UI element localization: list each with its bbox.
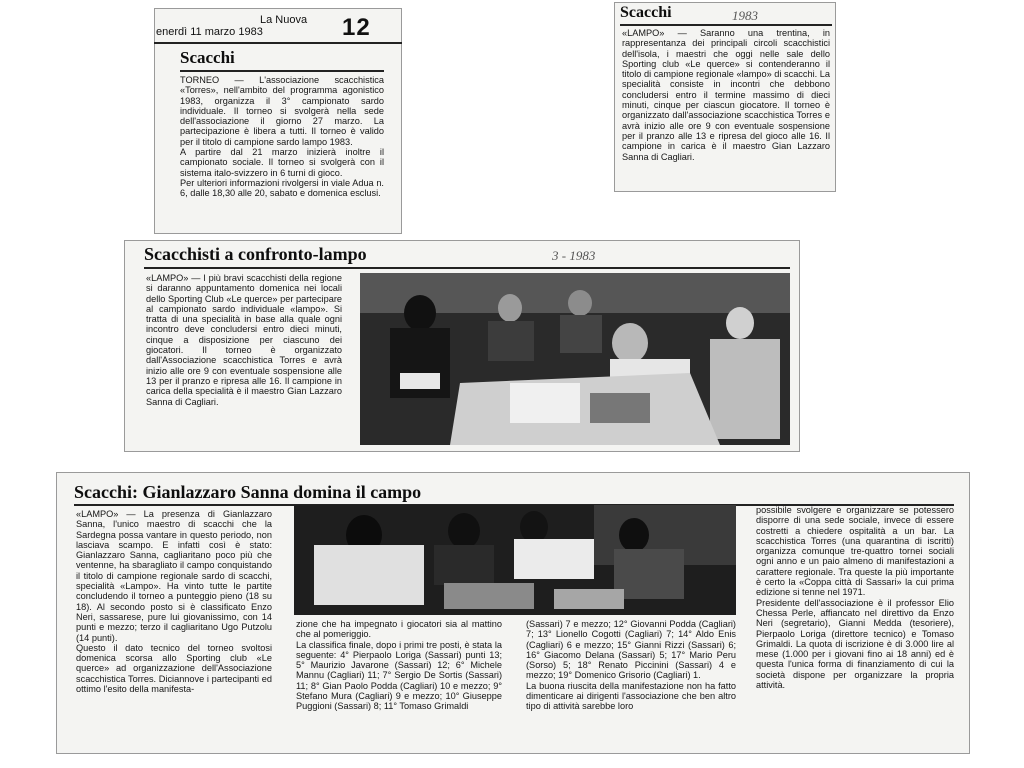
article-column-1: «LAMPO» — La presenza di Gianlazzaro Sanna, l'unico maestro di scacchi che la Sardegna possa vantare in questo periodo, non lasciava scampo. E infatti così è stato: Gianlazzaro Sanna, cagliaritano poco più che ventenne, ha sbaragliato il campo conquistando il titolo di campione regionale sardo di scacchi, specialità «Lampo». Ha vinto tutte le partite concludendo il torneo a punteggio pieno (18 su 18). Al secondo posto si è classificato Enzo Neri, sassarese, pure lui giovanissimo, con 14 punti e mezzo; terzo il cagliaritano Ugo Putzolu (14 punti). Questo il dato tecnico del torneo svoltosi domenica scorsa allo Sporting club «Le querce» ad organizzazione dell'Associazione scacchistica Torres. Diciannove i partecipanti ed ottimo l'esito della manifesta- bbox=[76, 509, 272, 695]
issue-date: enerdì 11 marzo 1983 bbox=[156, 26, 263, 38]
clipping-scacchi-lampo bbox=[614, 2, 836, 192]
heading-rule bbox=[144, 267, 790, 269]
article-heading: Scacchi bbox=[620, 4, 672, 21]
article-body: «LAMPO» — Saranno una trentina, in rappresentanza dei principali circoli scacchistici dell'isola, i maestri che oggi nelle sale dello Sporting club «Le querce» si contenderanno il titolo di campione regionale «lampo» di scacchi. La specialità consiste in incontri che debbono concludersi entro il termine massimo di dieci minuti, cinque per ciascun giocatore. Il torneo è organizzato dall'associazione scacchistica Torres e avrà inizio alle ore 9 con eventuale sospensione per il pranzo alle 13 e ripresa del gioco alle 16. Il campione in carica è il maestro Gian Lazzaro Sanna di Cagliari. bbox=[622, 28, 830, 162]
chess-players-photo bbox=[360, 273, 790, 445]
article-body: «LAMPO» — I più bravi scacchisti della regione si daranno appuntamento domenica nei locali dello Sporting Club «Le querce» per partecipare al campionato sardo individuale «lampo». Si tratta di una specialità in base alla quale ogni incontro deve concludersi entro dieci minuti, cinque a disposizione per ciascuno dei giocatori. Il torneo è organizzato dall'Associazione scacchistica Torres e avrà inizio alle ore 9 con eventuale sospensione alle 13 per il pranzo e ripresa alle 16. Il campione in carica della specialità è il maestro Gian Lazzaro Sanna di Cagliari. bbox=[146, 273, 342, 407]
heading-rule bbox=[620, 24, 832, 26]
handwritten-date: 1983 bbox=[732, 8, 758, 23]
article-heading: Scacchi: Gianlazzaro Sanna domina il campo bbox=[74, 482, 422, 502]
article-column-2: zione che ha impegnato i giocatori sia al mattino che al pomeriggio. La classifica finale, dopo i primi tre posti, è stata la seguente: 4° Pierpaolo Loriga (Sassari) punti 13; 5° Maurizio Javarone (Sassari) 12; 6° Michele Mannu (Cagliari) 11; 7° Sergio De Sortis (Sassari) 11; 8° Gian Paolo Podda (Cagliari) 10 e mezzo; 9° Stefano Mura (Cagliari) 9 e mezzo; 10° Giuseppe Puggioni (Sassari) 8; 11° Tomaso Grimaldi bbox=[296, 619, 502, 712]
heading-rule bbox=[180, 70, 384, 72]
photo-illustration bbox=[294, 505, 736, 615]
page-number: 12 bbox=[342, 14, 371, 41]
photo-illustration bbox=[360, 273, 790, 445]
clipping-torneo bbox=[154, 8, 402, 234]
clipping-sanna-domina bbox=[56, 472, 970, 754]
clipping-confronto-lampo bbox=[124, 240, 800, 452]
article-heading: Scacchisti a confronto-lampo bbox=[144, 244, 367, 264]
article-body: TORNEO — L'associazione scacchistica «Torres», nell'ambito del programma agonistico 1983, organizza il 3° campionato sardo individuale. Il torneo si svolgerà nella sede dell'associazione il giorno 27 marzo. La partecipazione è libera a tutti. Il torneo è valido per il titolo di campione sardo lampo 1983. A partire dal 21 marzo inizierà inoltre il campionato sociale. Il torneo si svolgerà con il sistema italo-svizzero in 6 turni di gioco. Per ulteriori informazioni rivolgersi in viale Adua n. 6, dalle 18,30 alle 20, sabato e domenica esclusi. bbox=[180, 75, 384, 199]
article-heading: Scacchi bbox=[180, 48, 235, 67]
article-column-4: possibile svolgere e organizzare se potessero disporre di una sede sociale, invece di essere costretti a chiedere ospitalità a un bar. La scacchistica Torres (una quarantina di iscritti) organizza comunque tre-quattro tornei sociali ogni anno e un paio almeno di manifestazioni a carattere regionale. Tra queste la più importante è certo la «Coppa città di Sassari» la cui prima edizione si tenne nel 1971. Presidente dell'associazione è il professor Elio Chessa Perle, affiancato nel direttivo da Enzo Neri (segretario), Gianni Medda (tesoriere), Pierpaolo Loriga (direttore tecnico) e Tomaso Grimaldi. La quota di iscrizione è di 3.000 lire al mese (1.000 per i giovani fino ai 18 anni) ed è questa l'unica forma di finanziamento di cui la società dispone per organizzare la propria attività. bbox=[756, 505, 954, 691]
chess-match-photo bbox=[294, 505, 736, 615]
handwritten-date: 3 - 1983 bbox=[552, 248, 596, 263]
newspaper-masthead bbox=[154, 8, 402, 44]
newspaper-name: La Nuova bbox=[260, 14, 308, 26]
article-column-3: (Sassari) 7 e mezzo; 12° Giovanni Podda (Cagliari) 7; 13° Lionello Cogotti (Cagliari) 7; 14° Aldo Enis (Cagliari) 6 e mezzo; 15° Gianni Rizzi (Sassari) 6; 16° Giacomo Delana (Sassari) 5; 17° Mario Peru (Sorso) 5; 18° Renato Piccinini (Sassari) 4 e mezzo; 19° Domenico Grisorio (Cagliari) 1. La buona riuscita della manifestazione non ha fatto dimenticare ai dirigenti l'associazione che ben altro tipo di attività sarebbe loro bbox=[526, 619, 736, 712]
